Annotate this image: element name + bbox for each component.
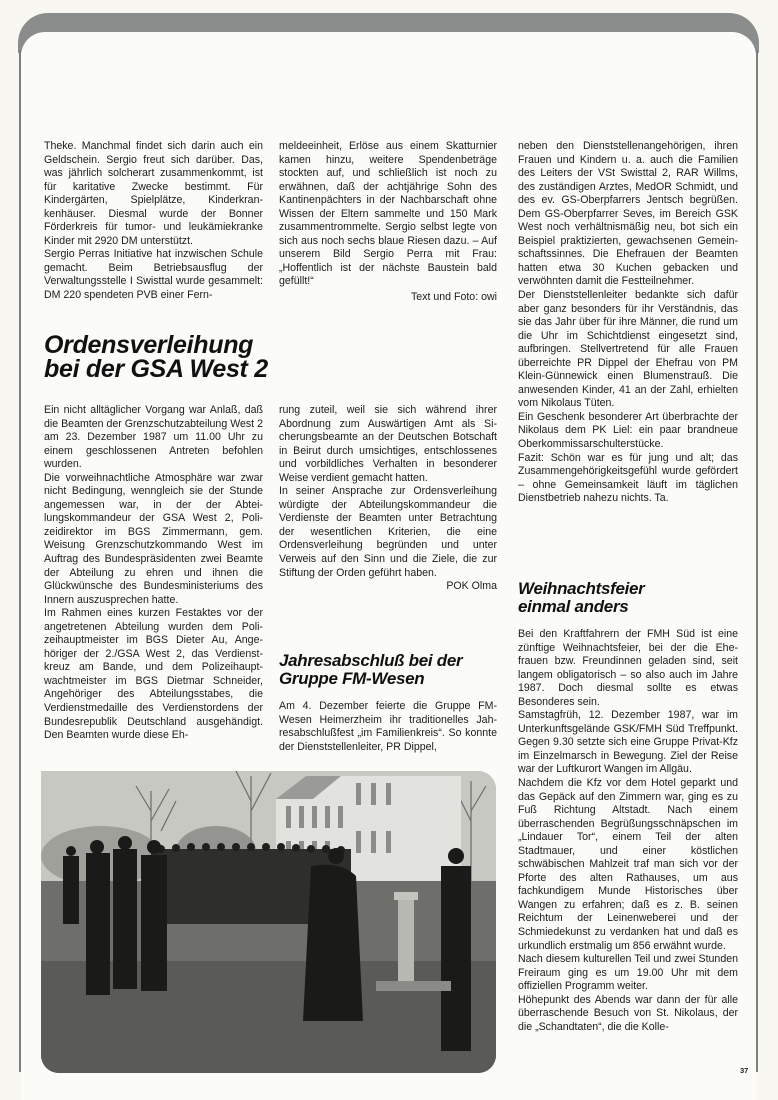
headline-line: Weihnachtsfeier [518, 579, 645, 598]
headline-line: bei der GSA West 2 [44, 355, 268, 383]
page-number: 37 [740, 1066, 749, 1075]
page-frame-right-rule [756, 50, 758, 1072]
paragraph: Fazit: Schön war es für jung und alt; das Zusammengehörigkeitsgefühl wurde gefördert – ohne Gemeinsamkeit läuft im täglichen Dienstbetrieb nahezu nichts. Ta. [518, 451, 738, 505]
orden-column1-text [44, 404, 263, 743]
photo-illustration [41, 771, 496, 1073]
paragraph: Sergio Perras Initiative hat inzwischen Schule gemacht. Beim Betriebsausflug der Verwaltungsstelle I Swisttal wurde gesammelt: DM 220 spendeten PVB einer Fern- [44, 248, 263, 302]
paragraph: Im Rahmen eines kurzen Festaktes vor der angetretenen Abteilung wurden dem Polizeihauptmeister im BGS Dieter Au, Angehöriger der 2./GSA West 2, das Verdienstkreuz am Bande, und dem Polizeihauptwachtmeister im BGS Dietmar Schneider, Angehöriger des Abteilungsstabes, die Verdienstmedaille des Verdienstordens der Bundesrepublik Deutschland ausgehändigt. Den Beamten wurde diese Eh- [44, 607, 263, 742]
paragraph: Der Dienststellenleiter bedankte sich dafür aber ganz besonders für ihr Verständnis, das sie das Jahr über für ihre Männer, die rund um die Uhr im Schichtdienst eingesetzt sind, aufbringen. Stellvertretend für alle Frauen überreichte PR Dippel der Ehefrau von PM Klein-Günnewick einen Blumenstrauß. Die anwesenden Kinder, 41 an der Zahl, erhielten vom Nikolaus Tüten. [518, 289, 738, 410]
headline-line: Gruppe FM-Wesen [279, 669, 425, 688]
headline-line: Ordensverleihung [44, 331, 254, 359]
paragraph: In seiner Ansprache zur Ordensverleihung würdigte der Abteilungskommandeur die Verdienste der Beamten unter Betrachtung der wesentlichen Kriterien, die eine Ordensverleihung begründen und unter Verweis auf den Sinn und die Ziele, die zur Stiftung der Orden geführt haben. [279, 485, 497, 579]
paragraph: Samstagfrüh, 12. Dezember 1987, war im Unterkunftsgelände GSK/FMH Süd Treffpunkt. Gegen 9.30 setzte sich eine Gruppe Privat-Kfz im Einzelmarsch in Bewegung. Ziel der Reise war der Luftkurort Wangen im Allgäu. [518, 709, 738, 776]
paragraph: Höhepunkt des Abends war dann der für alle überraschende Besuch von St. Nikolaus, der die „Schandtaten“, die die Kolle- [518, 993, 738, 1033]
column3-top-text [518, 140, 738, 506]
paragraph: Am 4. Dezember feierte die Gruppe FM-Wesen Heimerzheim ihr traditionelles Jahresabschlußfest „im Familienkreis“. So konnte der Dienststellenleiter, PR Dippel, [279, 700, 497, 753]
column2-top-text [279, 140, 497, 305]
paragraph: neben den Dienststellenangehörigen, ihren Frauen und Kindern u. a. auch die Familien des Leiters der VSt Swisttal 2, RAR Willms, des zuständigen Arztes, MedOR Schmidt, und des ev. GS-Oberpfarrers Jentsch begrüßen. Dem GS-Oberpfarrer Seves, im Bereich GSK West noch verhältnismäßig neu, bot sich ein Beispiel praktizierten, gewachsenen Gemeinschaftssinnes. Die Ehefrauen der Beamten hatten etwa 30 Kuchen gebacken und verwöhnten damit die Festteilnehmer. [518, 140, 738, 288]
paragraph: rung zuteil, weil sie sich während ihrer Abordnung zum Auswärtigen Amt als Sicherungsbeamte an der Deutschen Botschaft in Beirut durch umsichtiges, entschlossenes und vorbildliches Verhalten in besonderer Weise verdient gemacht hatten. [279, 404, 497, 484]
ceremony-photo [41, 771, 496, 1073]
jahresabschluss-text [279, 700, 497, 754]
headline-line: Jahresabschluß bei der [279, 651, 463, 670]
headline-weihnachtsfeier [518, 580, 645, 616]
weihnachtsfeier-text [518, 628, 738, 1034]
paragraph: Ein nicht alltäglicher Vorgang war Anlaß, daß die Beamten der Grenzschutzabteilung West 2 am 23. Dezember 1987 um 11.00 Uhr zu einem geschlossenen Antreten befohlen wurden. [44, 404, 263, 471]
page-frame-left-rule [19, 50, 21, 1072]
column1-top-text [44, 140, 263, 303]
paragraph: Die vorweihnachtliche Atmosphäre war zwar nicht Bedingung, wenngleich sie der Stunde angemessen war, in der der Abteilungskommandeur der GSA West 2, Polizeidirektor im BGS Zimmermann, gem. Weisung Grenzschutzkommando West im Auftrag des Bundespräsidenten zwei Beamte der Abteilung zu ehren und ihnen die Glückwünsche des Bundesministeriums des Innern auszusprechen hatte. [44, 471, 263, 606]
orden-column2-text [279, 404, 497, 594]
headline-line: einmal anders [518, 597, 629, 616]
author-line: POK Olma [446, 580, 497, 593]
paragraph: meldeeinheit, Erlöse aus einem Skatturnier kamen hinzu, weitere Spendenbeträge stockten auf, und schließlich ist noch zu erwähnen, daß der achtjährige Sohn des Kantinenpächters in der Nachbarschaft ohne Wissen der Eltern sammelte und 150 Mark zusammentrommelte. Sergio selbst legte von sich aus noch sechs blaue Riesen dazu. – Auf unserem Bild Sergio Perra mit Frau: „Hoffentlich ist der nächste Baustein bald gefüllt!“ [279, 140, 497, 288]
credit-line: Text und Foto: owi [411, 291, 497, 304]
paragraph: Bei den Kraftfahrern der FMH Süd ist eine zünftige Weihnachtsfeier, bei der die Ehefrauen bzw. Freundinnen geladen sind, seit langem obligatorisch – so also auch im Jahre 1987. Doch diesmal sollte es etwas Besonderes sein. [518, 628, 738, 708]
headline-jahresabschluss [279, 652, 462, 688]
paragraph: Nachdem die Kfz vor dem Hotel geparkt und das Gepäck auf den Zimmern war, ging es zu Fuß Richtung Altstadt. Nach einem überraschenden Begrüßungsschnäpschen im „Lindauer Tor“, einem Teil der alten Stadtmauer, und einer köstlichen schwäbischen Mahlzeit traf man sich vor der Pforte des alten Rathauses, um aus fachkundigem Munde Historisches über Wangen zu erfahren; daß es z. B. seinen Reichtum der Leinenweberei und der Schmiedekunst zu verdanken hat und daß es urkundlich erstmalig um 856 erwähnt wurde. [518, 777, 738, 952]
headline-ordensverleihung [44, 333, 268, 381]
paragraph: Theke. Manchmal findet sich darin auch ein Geldschein. Sergio freut sich darüber. Das, was jährlich solcherart zusammenkommt, ist für karitative Zwecke bestimmt. Für Kindergärten, Spielplätze, Kinderkrankenhäuser. Diesmal wurde der Bonner Förderkreis für tumor- und leukämiekranke Kinder mit 2920 DM unterstützt. [44, 140, 263, 247]
paragraph: Nach diesem kulturellen Teil und zwei Stunden Freiraum ging es um 19.00 Uhr mit dem offiziellen Programm weiter. [518, 953, 738, 993]
paragraph: Ein Geschenk besonderer Art überbrachte der Nikolaus dem PK Liel: ein paar brandneue Oberkommissarschulterstücke. [518, 410, 738, 451]
